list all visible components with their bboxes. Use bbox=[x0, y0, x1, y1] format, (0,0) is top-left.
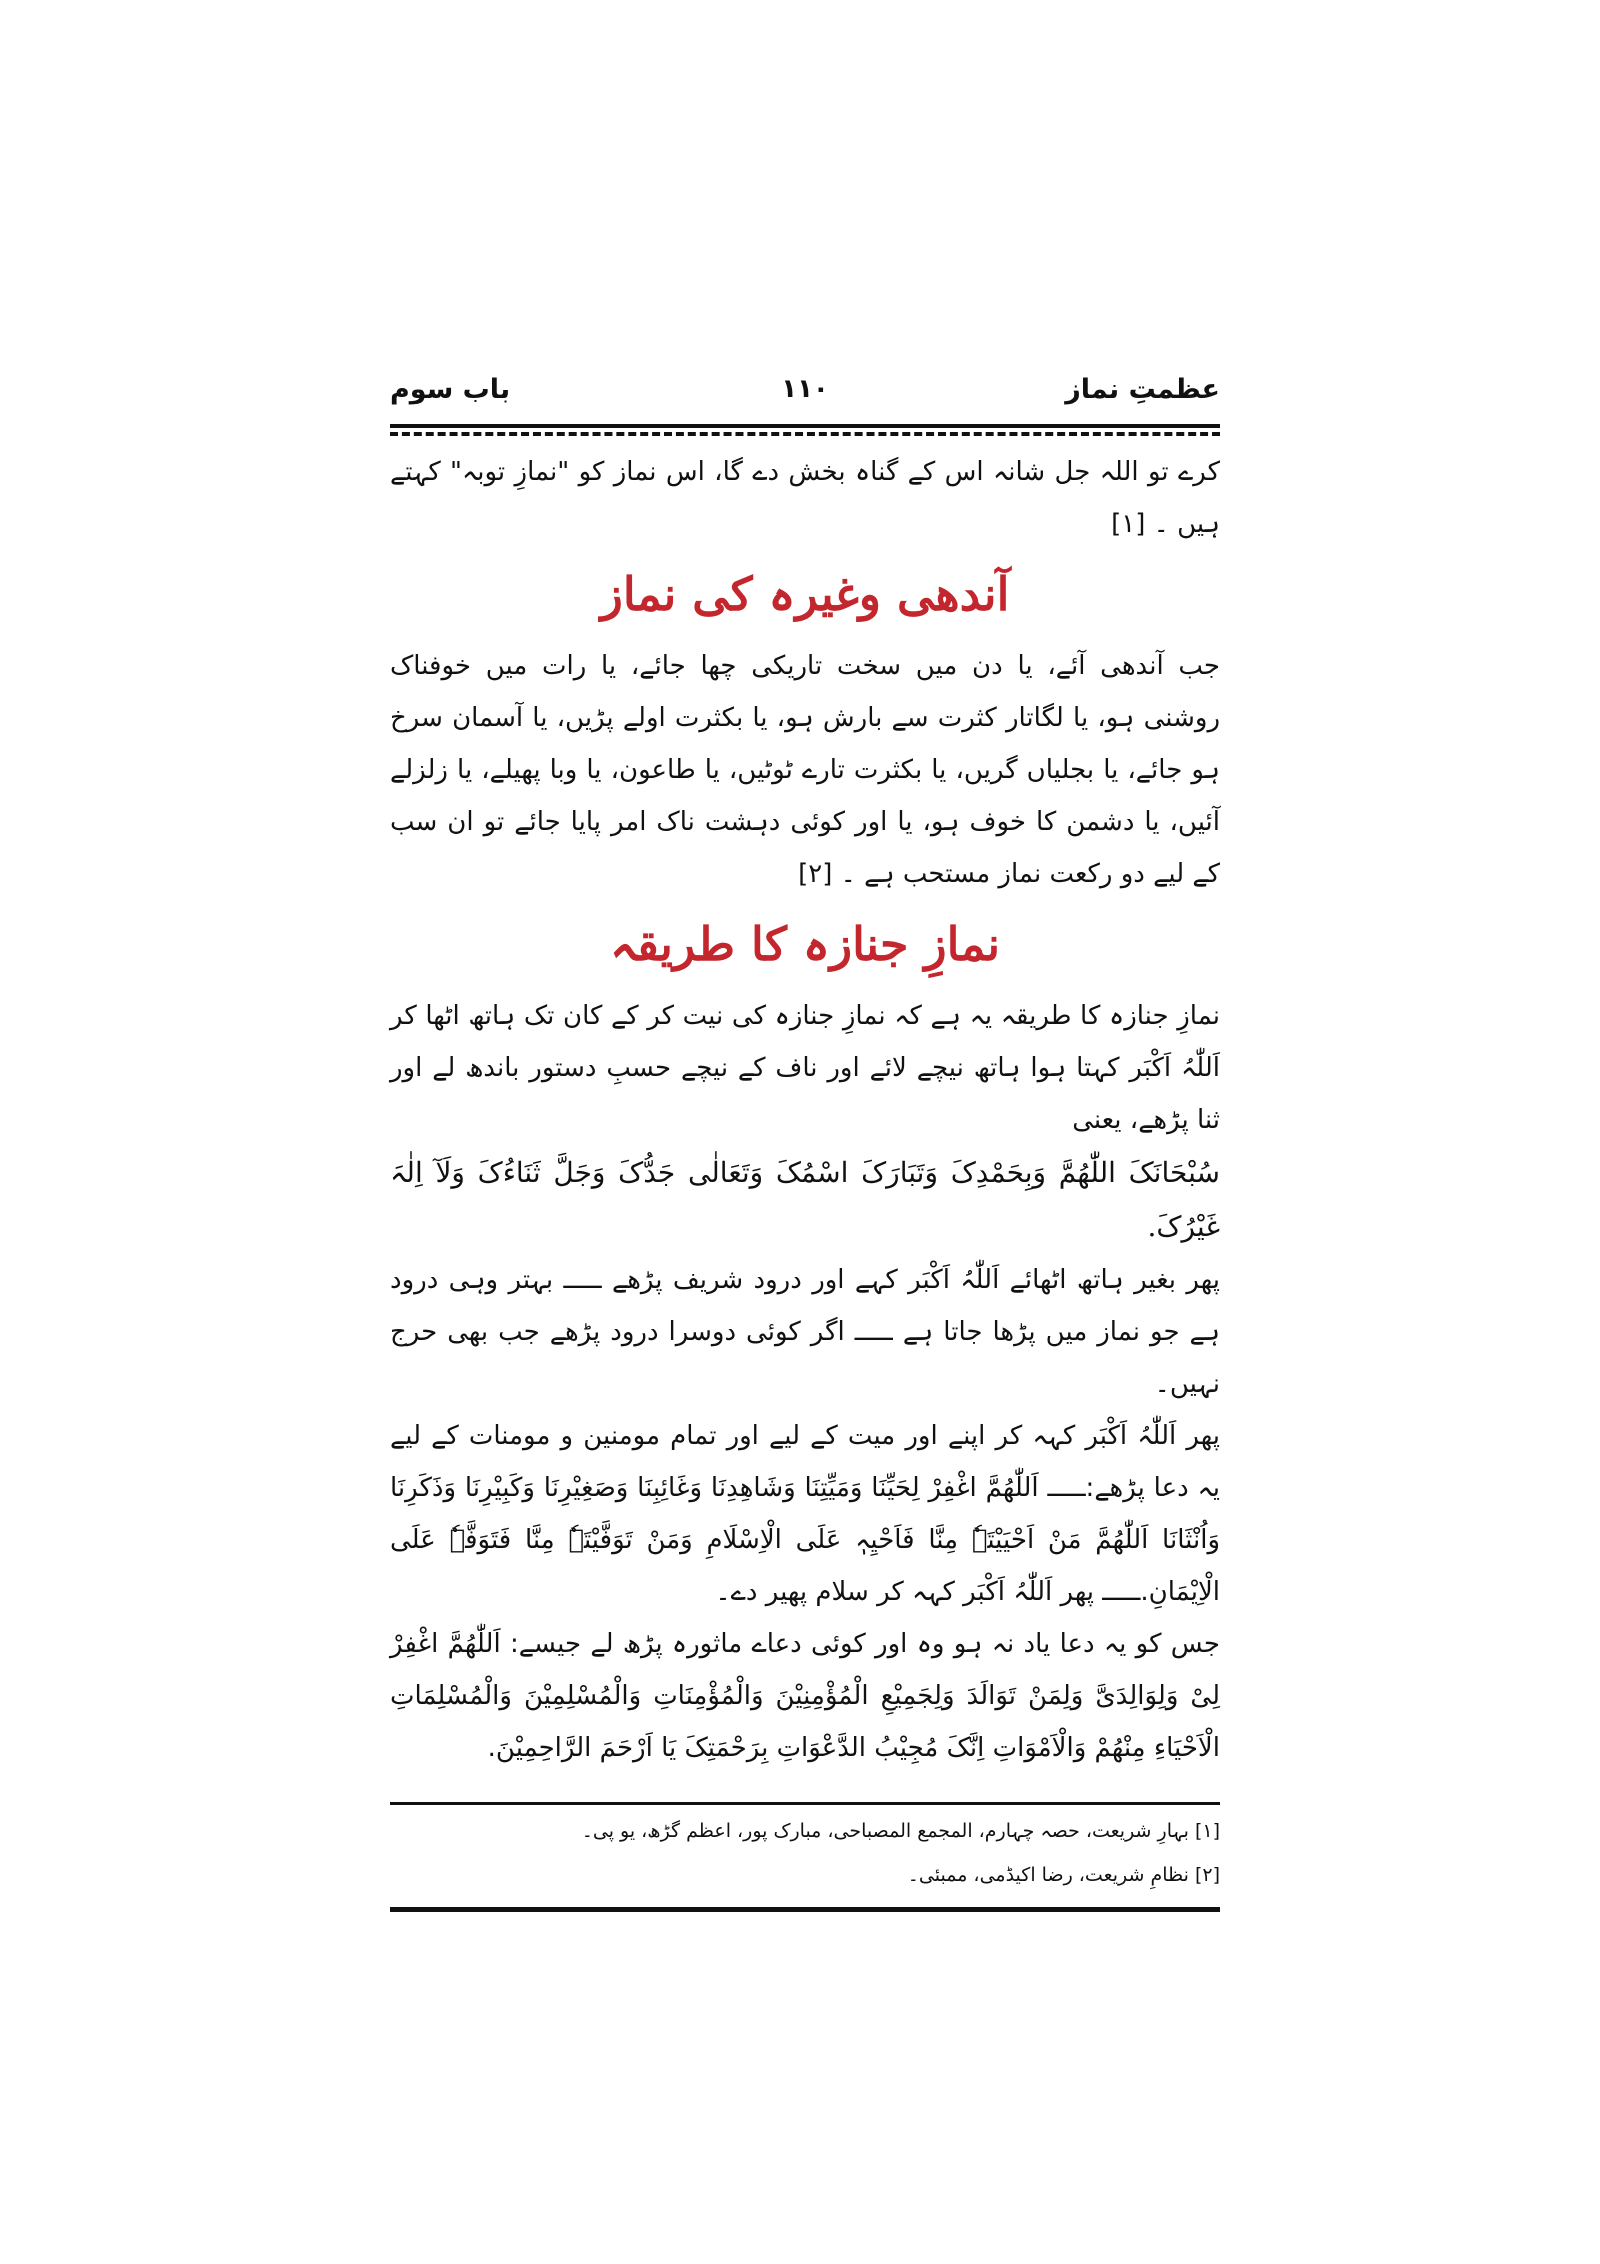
funeral-paragraph-2: پھر بغیر ہاتھ اٹھائے اَللّٰہُ اَکْبَر کہے اور درود شریف پڑھے ـــــ بہتر وہی درود ہے جو نماز میں پڑھا جاتا ہے ـــــ اگر کوئی دوسرا درود پڑھے جب بھی حرج نہیں۔ bbox=[390, 1265, 1220, 1399]
footnote-2: [۲] نظامِ شریعت، رضا اکیڈمی، ممبئی۔ bbox=[907, 1864, 1220, 1886]
intro-line: کرے تو اللہ جل شانہ اس کے گناہ بخش دے گا، اس نماز کو "نمازِ توبہ" کہتے ہیں ۔ [۱] bbox=[390, 457, 1220, 539]
section-heading-storm-prayer: آندھی وغیرہ کی نماز bbox=[600, 567, 1010, 621]
section-heading-funeral-prayer: نمازِ جنازہ کا طریقہ bbox=[609, 917, 1001, 971]
funeral-paragraph-3: پھر اَللّٰہُ اَکْبَر کہہ کر اپنے اور میت کے لیے اور تمام مومنین و مومنات کے لیے یہ دعا پڑھے:ـــــ اَللّٰھُمَّ اغْفِرْ لِحَیِّنَا وَمَیِّتِنَا وَشَاھِدِنَا وَغَائِبِنَا وَصَغِیْرِنَا وَکَبِیْرِنَا وَذَکَرِنَا وَاُنْثَانَا اَللّٰھُمَّ مَنْ اَحْیَیْتَہٗ مِنَّا فَاَحْیِہٖ عَلَی الْاِسْلَامِ وَمَنْ تَوَفَّیْتَہٗ مِنَّا فَتَوَفَّہٗ عَلَی الْاِیْمَانِ.ـــــ پھر اَللّٰہُ اَکْبَر کہہ کر سلام پھیر دے۔ bbox=[390, 1421, 1220, 1607]
header-dashed-rule bbox=[390, 432, 1220, 436]
book-title: عظمتِ نماز bbox=[1065, 374, 1220, 405]
chapter-label: باب سوم bbox=[390, 374, 511, 405]
thana-arabic-text: سُبْحَانَکَ اللّٰھُمَّ وَبِحَمْدِکَ وَتَبَارَکَ اسْمُکَ وَتَعَالٰی جَدُّکَ وَجَلَّ ثَنَاءُکَ وَلَآ اِلٰہَ غَیْرُکَ. bbox=[390, 1156, 1220, 1243]
running-header bbox=[390, 370, 1220, 424]
funeral-paragraph-1: نمازِ جنازہ کا طریقہ یہ ہے کہ نمازِ جنازہ کی نیت کر کے کان تک ہاتھ اٹھا کر اَللّٰہُ اَکْبَر کہتا ہوا ہاتھ نیچے لائے اور ناف کے نیچے حسبِ دستور باندھ لے اور ثنا پڑھے، یعنی bbox=[390, 1001, 1220, 1135]
footnote-rule bbox=[390, 1802, 1220, 1805]
footer-rule bbox=[390, 1907, 1220, 1912]
funeral-paragraph-4: جس کو یہ دعا یاد نہ ہو وہ اور کوئی دعاے ماثورہ پڑھ لے جیسے: اَللّٰھُمَّ اغْفِرْ لِیْ وَلِوَالِدَیَّ وَلِمَنْ تَوَالَدَ وَلِجَمِیْعِ الْمُؤْمِنِیْنَ وَالْمُؤْمِنَاتِ وَالْمُسْلِمِیْنَ وَالْمُسْلِمَاتِ الْاَحْیَاءِ مِنْھُمْ وَالْاَمْوَاتِ اِنَّکَ مُجِیْبُ الدَّعْوَاتِ بِرَحْمَتِکَ یَا اَرْحَمَ الرَّاحِمِیْنَ. bbox=[390, 1629, 1220, 1763]
footnote-1: [۱] بہارِ شریعت، حصہ چہارم، المجمع المصباحی، مبارک پور، اعظم گڑھ، یو پی۔ bbox=[581, 1820, 1220, 1842]
header-rule bbox=[390, 424, 1220, 428]
storm-prayer-paragraph: جب آندھی آئے، یا دن میں سخت تاریکی چھا جائے، یا رات میں خوفناک روشنی ہو، یا لگاتار کثرت سے بارش ہو، یا بکثرت اولے پڑیں، یا آسمان سرخ ہو جائے، یا بجلیاں گریں، یا بکثرت تارے ٹوٹیں، یا طاعون، یا وبا پھیلے، یا زلزلے آئیں، یا دشمن کا خوف ہو، یا اور کوئی دہشت ناک امر پایا جائے تو ان سب کے لیے دو رکعت نماز مستحب ہے ۔ [۲] bbox=[390, 651, 1220, 889]
page-number: ۱۱۰ bbox=[781, 374, 829, 404]
book-page bbox=[390, 370, 1220, 1912]
